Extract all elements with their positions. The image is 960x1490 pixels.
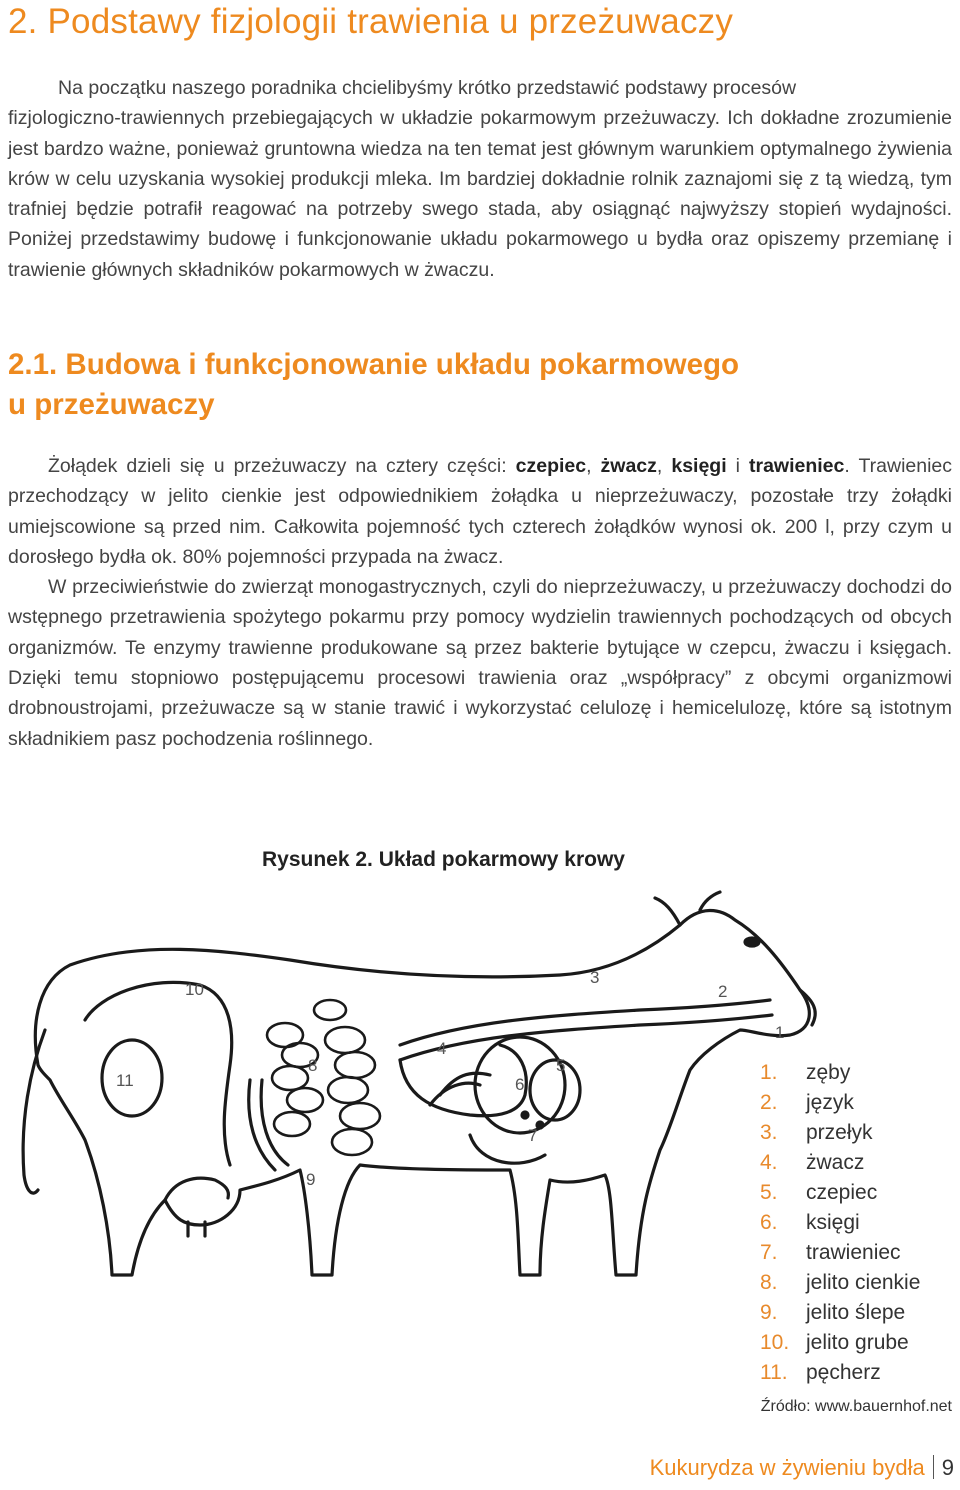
legend-item bbox=[760, 1148, 920, 1178]
legend-text: żwacz bbox=[806, 1151, 865, 1174]
legend-number: 11. bbox=[760, 1361, 788, 1384]
label-9: 9 bbox=[306, 1170, 316, 1189]
footer-title: Kukurydza w żywieniu bydła bbox=[649, 1455, 925, 1480]
legend-item bbox=[760, 1058, 920, 1088]
legend-text: jelito ślepe bbox=[806, 1301, 906, 1324]
figure-legend bbox=[760, 1058, 920, 1388]
figure-source: Źródło: www.bauernhof.net bbox=[760, 1398, 952, 1415]
legend-text: trawieniec bbox=[806, 1241, 901, 1264]
label-7: 7 bbox=[528, 1126, 538, 1145]
legend-number: 10. bbox=[760, 1331, 790, 1354]
legend-item bbox=[760, 1238, 920, 1268]
legend-number: 2. bbox=[760, 1091, 778, 1114]
label-3: 3 bbox=[590, 968, 600, 987]
legend-item bbox=[760, 1328, 920, 1358]
legend-item bbox=[760, 1118, 920, 1148]
label-1: 1 bbox=[775, 1023, 785, 1042]
figure-caption: Rysunek 2. Układ pokarmowy krowy bbox=[262, 848, 625, 871]
footer-divider bbox=[933, 1455, 934, 1479]
label-11: 11 bbox=[116, 1071, 134, 1090]
legend-number: 1. bbox=[760, 1061, 778, 1084]
label-5: 5 bbox=[556, 1056, 566, 1075]
label-10: 10 bbox=[185, 980, 204, 999]
page-number: 9 bbox=[941, 1455, 954, 1480]
section-heading: 2. Podstawy fizjologii trawienia u przeżuwaczy bbox=[8, 2, 734, 41]
legend-item bbox=[760, 1298, 920, 1328]
legend-text: język bbox=[806, 1091, 854, 1114]
enzymes-paragraph: W przeciwieństwie do zwierząt monogastrycznych, czyli do nieprzeżuwaczy, u przeżuwaczy dochodzi do wstępnego przetrawienia spożytego pokarmu przy pomocy wydzielin trawiennych pochodzących od obcych organizmów. Te enzymy trawienne produkowane są przez bakterie bytujące w czepcu, żwaczu i księgach. Dzięki temu stopniowo postępującemu procesowi trawienia oraz „współpracy” z obcymi organizmowi drobnoustrojami, przeżuwacze są w stanie trawić i wykorzystać celulozę i hemicelulozę, które są istotnym składnikiem pasz pochodzenia roślinnego. bbox=[8, 576, 952, 750]
legend-number: 3. bbox=[760, 1121, 778, 1144]
legend-number: 9. bbox=[760, 1301, 778, 1324]
intro-first-line: Na początku naszego poradnika chcielibyśmy krótko przedstawić podstawy procesów bbox=[58, 77, 797, 99]
subsection-heading-line1: 2.1. Budowa i funkcjonowanie układu pokarmowego bbox=[8, 348, 740, 381]
stomach-paragraph bbox=[8, 451, 952, 572]
legend-number: 6. bbox=[760, 1211, 778, 1234]
legend-number: 4. bbox=[760, 1151, 778, 1174]
label-2: 2 bbox=[718, 982, 728, 1001]
legend-item bbox=[760, 1178, 920, 1208]
term-czepiec: czepiec bbox=[515, 455, 587, 477]
page-footer bbox=[650, 1455, 954, 1481]
legend-text: czepiec bbox=[806, 1181, 878, 1204]
legend-text: jelito grube bbox=[806, 1331, 909, 1354]
legend-item bbox=[760, 1358, 920, 1388]
legend-text: pęcherz bbox=[806, 1361, 881, 1384]
body-text bbox=[8, 451, 952, 754]
label-8: 8 bbox=[308, 1056, 318, 1075]
text-run: , bbox=[656, 455, 672, 477]
legend-number: 8. bbox=[760, 1271, 778, 1294]
intro-paragraph bbox=[8, 73, 952, 285]
rumen-shape bbox=[400, 1045, 526, 1116]
term-ksiegi: księgi bbox=[671, 455, 727, 477]
term-zwacz: żwacz bbox=[600, 455, 657, 477]
text-run: . Trawieniec przechodzący w jelito cienkie jest odpowiednikiem żołądka u nieprzeżuwaczy, pozostałe trzy żołądki umiejscowione są przed nim. Całkowita pojemność tych czterech żołądków wynosi ok. 200 l, przy czym u dorosłego bydła ok. 80% pojemności przypada na żwacz. bbox=[8, 455, 953, 568]
subsection-heading bbox=[8, 345, 908, 425]
subsection-heading-line2: u przeżuwaczy bbox=[8, 388, 215, 421]
text-run: Żołądek dzieli się u przeżuwaczy na cztery części: bbox=[48, 455, 516, 477]
legend-text: księgi bbox=[806, 1211, 860, 1234]
legend-text: przełyk bbox=[806, 1121, 873, 1144]
cow-outline bbox=[35, 910, 809, 1275]
legend-text: zęby bbox=[806, 1061, 851, 1084]
label-6: 6 bbox=[515, 1075, 525, 1094]
legend-text: jelito cienkie bbox=[806, 1271, 921, 1294]
legend-number: 5. bbox=[760, 1181, 778, 1204]
text-run: , bbox=[586, 455, 601, 477]
legend-number: 7. bbox=[760, 1241, 778, 1264]
term-trawieniec: trawieniec bbox=[749, 455, 845, 477]
legend-item bbox=[760, 1208, 920, 1238]
text-run: i bbox=[726, 455, 749, 477]
legend-item bbox=[760, 1268, 920, 1298]
label-4: 4 bbox=[437, 1039, 447, 1058]
intro-rest: fizjologiczno-trawiennych przebiegających w układzie pokarmowym przeżuwaczy. Ich dokładne zrozumienie jest bardzo ważne, ponieważ gruntowna wiedza na ten temat jest głównym warunkiem optymalnego żywienia krów w celu uzyskania wysokiej produkcji mleka. Im bardziej dokładnie rolnik zaznajomi się z tą wiedzą, tym trafniej będzie potrafił reagować na potrzeby swego stada, aby osiągnąć najwyższy stopień wydajności. Poniżej przedstawimy budowę i funkcjonowanie układu pokarmowego u bydła oraz opiszemy przemianę i trawienie głównych składników pokarmowych w żwaczu. bbox=[8, 107, 952, 281]
legend-item bbox=[760, 1088, 920, 1118]
